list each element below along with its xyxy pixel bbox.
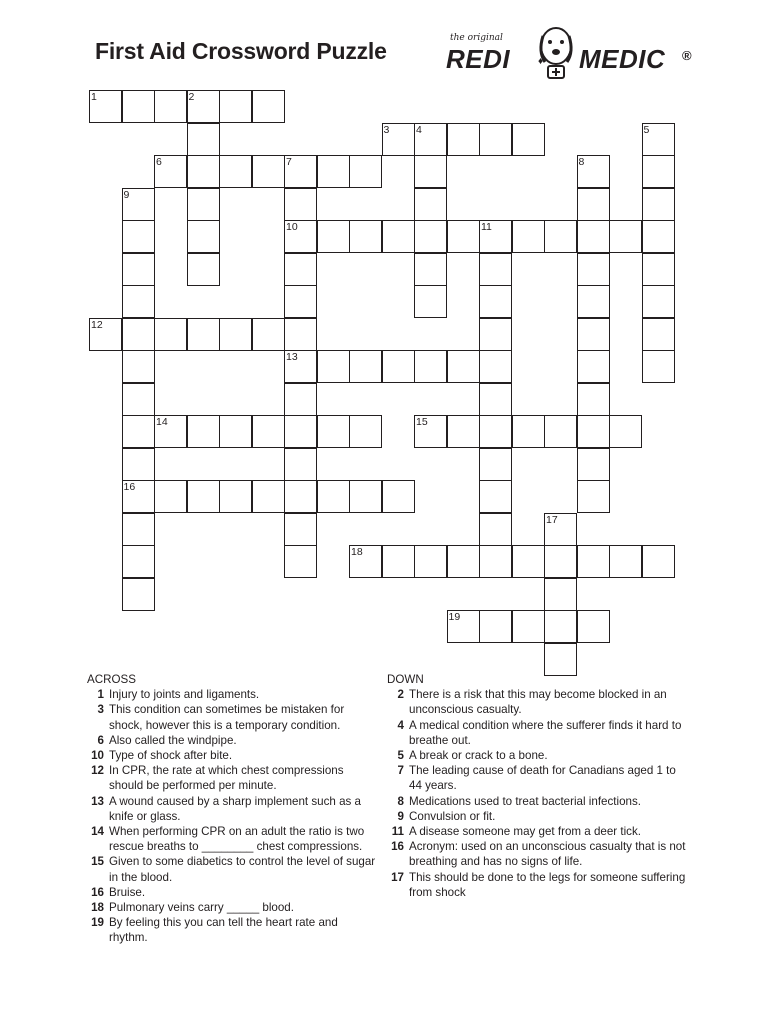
clue-text: Medications used to treat bacterial infections. — [409, 794, 641, 808]
grid-cell[interactable] — [187, 480, 220, 513]
cell-number: 17 — [546, 513, 558, 526]
cell-number: 2 — [188, 91, 195, 103]
grid-cell[interactable] — [479, 513, 512, 546]
grid-cell[interactable] — [544, 643, 577, 676]
grid-cell[interactable] — [577, 383, 610, 416]
cell-number: 10 — [286, 221, 298, 233]
clue-number: 14 — [91, 825, 104, 839]
grid-cell[interactable] — [577, 415, 610, 448]
grid-cell[interactable] — [609, 415, 642, 448]
grid-cell[interactable] — [609, 220, 642, 253]
clue-text: In CPR, the rate at which chest compressions should be performed per minute. — [109, 764, 344, 793]
grid-cell[interactable] — [447, 415, 480, 448]
grid-cell[interactable] — [642, 253, 675, 286]
logo-registered-mark: ® — [682, 48, 692, 63]
cell-number: 15 — [416, 416, 428, 428]
down-clue — [387, 794, 687, 809]
down-heading: DOWN — [387, 673, 424, 686]
across-clue — [87, 687, 377, 702]
clue-number: 7 — [397, 764, 404, 778]
grid-cell[interactable] — [577, 253, 610, 286]
grid-cell[interactable] — [447, 220, 480, 253]
across-clue — [87, 885, 377, 900]
grid-cell[interactable] — [349, 220, 382, 253]
clue-text: Injury to joints and ligaments. — [109, 688, 260, 702]
grid-cell[interactable] — [447, 545, 480, 578]
grid-cell[interactable] — [284, 448, 317, 481]
grid-cell[interactable] — [479, 253, 512, 286]
logo-brand-left: REDI — [446, 44, 511, 74]
grid-cell[interactable] — [479, 285, 512, 318]
down-clue — [387, 687, 687, 717]
grid-cell[interactable] — [512, 123, 545, 156]
grid-cell[interactable] — [479, 350, 512, 383]
across-clue — [87, 854, 377, 884]
grid-cell[interactable] — [479, 415, 512, 448]
clue-text: Bruise. — [109, 885, 146, 899]
grid-cell[interactable] — [252, 480, 285, 513]
grid-cell[interactable] — [479, 383, 512, 416]
grid-cell[interactable] — [544, 578, 577, 611]
grid-cell[interactable] — [382, 350, 415, 383]
clue-number: 8 — [397, 794, 404, 808]
grid-cell[interactable] — [642, 220, 675, 253]
grid-cell[interactable] — [284, 545, 317, 578]
grid-cell[interactable] — [122, 383, 155, 416]
grid-cell[interactable] — [577, 610, 610, 643]
page-title: First Aid Crossword Puzzle — [95, 38, 387, 64]
grid-cell[interactable] — [284, 318, 317, 351]
grid-cell[interactable] — [122, 513, 155, 546]
grid-cell[interactable] — [219, 415, 252, 448]
grid-cell[interactable] — [187, 220, 220, 253]
down-clue — [387, 748, 687, 763]
grid-cell[interactable] — [479, 545, 512, 578]
dog-mascot-icon — [536, 22, 576, 82]
cell-number: 1 — [91, 91, 97, 103]
across-clue — [87, 794, 377, 824]
grid-cell[interactable] — [414, 253, 447, 286]
grid-cell[interactable] — [479, 448, 512, 481]
grid-cell[interactable] — [577, 545, 610, 578]
grid-cell[interactable] — [154, 480, 187, 513]
clue-number: 4 — [397, 718, 404, 732]
clue-text: By feeling this you can tell the heart rate and rhythm. — [109, 916, 338, 945]
grid-cell[interactable] — [479, 123, 512, 156]
cell-number: 11 — [481, 221, 492, 233]
grid-cell[interactable] — [349, 155, 382, 188]
grid-cell[interactable] — [317, 415, 350, 448]
grid-cell[interactable] — [414, 188, 447, 221]
grid-cell[interactable] — [382, 480, 415, 513]
grid-cell[interactable] — [219, 480, 252, 513]
grid-cell[interactable] — [252, 415, 285, 448]
grid-cell[interactable] — [577, 448, 610, 481]
grid-cell[interactable] — [122, 90, 155, 123]
grid-cell[interactable] — [284, 383, 317, 416]
grid-cell[interactable] — [414, 545, 447, 578]
grid-cell[interactable] — [317, 480, 350, 513]
clue-number: 18 — [91, 901, 104, 915]
grid-cell[interactable] — [382, 545, 415, 578]
grid-cell[interactable] — [284, 188, 317, 221]
clue-text: There is a risk that this may become blocked in an unconscious casualty. — [409, 688, 667, 717]
grid-cell[interactable] — [414, 155, 447, 188]
clue-text: This should be done to the legs for someone suffering from shock — [409, 870, 686, 899]
clue-number: 2 — [397, 688, 404, 702]
grid-cell[interactable] — [284, 285, 317, 318]
down-clue — [387, 839, 687, 869]
grid-cell[interactable] — [479, 318, 512, 351]
grid-cell[interactable] — [609, 545, 642, 578]
grid-cell[interactable] — [479, 610, 512, 643]
grid-cell[interactable] — [642, 545, 675, 578]
cell-number: 14 — [156, 416, 168, 428]
grid-cell[interactable] — [219, 155, 252, 188]
cell-number: 16 — [123, 481, 136, 493]
clue-number: 5 — [397, 749, 404, 763]
grid-cell[interactable] — [187, 318, 220, 351]
down-clue — [387, 763, 687, 793]
clue-text: Given to some diabetics to control the level of sugar in the blood. — [109, 855, 376, 884]
grid-cell[interactable] — [577, 220, 610, 253]
across-heading: ACROSS — [87, 673, 136, 686]
grid-cell[interactable] — [642, 188, 675, 221]
clue-number: 10 — [91, 749, 104, 763]
grid-cell[interactable] — [317, 155, 350, 188]
cell-number: 6 — [156, 156, 162, 168]
clue-number: 16 — [91, 885, 104, 899]
clue-text: Convulsion or fit. — [409, 809, 496, 823]
down-clue — [387, 809, 687, 824]
grid-cell[interactable] — [252, 90, 285, 123]
clue-text: This condition can sometimes be mistaken for shock, however this is a temporary condition. — [109, 703, 345, 732]
cell-number: 12 — [91, 318, 103, 331]
clue-text: A medical condition where the sufferer finds it hard to breathe out. — [409, 718, 682, 747]
clue-number: 11 — [391, 825, 404, 839]
clue-number: 3 — [97, 703, 104, 717]
across-clue — [87, 748, 377, 763]
grid-cell[interactable] — [382, 220, 415, 253]
grid-cell[interactable] — [577, 285, 610, 318]
grid-cell[interactable] — [414, 285, 447, 318]
clue-number: 6 — [97, 733, 104, 747]
across-clues — [87, 672, 377, 946]
grid-cell[interactable] — [284, 513, 317, 546]
grid-cell[interactable] — [219, 318, 252, 351]
redi-medic-logo — [446, 22, 696, 86]
grid-cell[interactable] — [544, 545, 577, 578]
grid-cell[interactable] — [219, 90, 252, 123]
grid-cell[interactable] — [349, 480, 382, 513]
grid-cell[interactable] — [447, 350, 480, 383]
grid-cell[interactable] — [447, 123, 480, 156]
clue-text: Pulmonary veins carry _____ blood. — [109, 901, 294, 915]
grid-cell[interactable] — [642, 155, 675, 188]
grid-cell[interactable] — [544, 415, 577, 448]
clue-text: The leading cause of death for Canadians aged 1 to 44 years. — [409, 764, 676, 793]
grid-cell[interactable] — [122, 448, 155, 481]
grid-cell[interactable] — [252, 155, 285, 188]
grid-cell[interactable] — [577, 318, 610, 351]
clue-number: 17 — [391, 870, 404, 884]
grid-cell[interactable] — [317, 350, 350, 383]
grid-cell[interactable] — [317, 220, 350, 253]
grid-cell[interactable] — [414, 350, 447, 383]
clue-text: Type of shock after bite. — [109, 749, 233, 763]
clue-number: 15 — [91, 855, 104, 869]
grid-cell[interactable] — [577, 350, 610, 383]
grid-cell[interactable] — [122, 285, 155, 318]
cell-number: 9 — [123, 188, 130, 201]
down-clue — [387, 824, 687, 839]
grid-cell[interactable] — [479, 480, 512, 513]
grid-cell[interactable] — [154, 318, 187, 351]
grid-cell[interactable] — [642, 350, 675, 383]
clue-text: When performing CPR on an adult the ratio is two rescue breaths to ________ chest compressions. — [109, 825, 365, 854]
grid-cell[interactable] — [122, 350, 155, 383]
maple-leaf-icon: ♦ — [538, 56, 544, 67]
cell-number: 19 — [448, 611, 461, 623]
cell-number: 13 — [286, 351, 298, 363]
clue-text: A wound caused by a sharp implement such as a knife or glass. — [109, 794, 361, 823]
grid-cell[interactable] — [284, 253, 317, 286]
grid-cell[interactable] — [414, 220, 447, 253]
grid-cell[interactable] — [122, 415, 155, 448]
grid-cell[interactable] — [187, 155, 220, 188]
down-clue — [387, 870, 687, 900]
grid-cell[interactable] — [187, 253, 220, 286]
down-clues — [387, 672, 687, 900]
grid-cell[interactable] — [512, 545, 545, 578]
logo-tagline: the original — [450, 33, 503, 43]
grid-cell[interactable] — [349, 350, 382, 383]
grid-cell[interactable] — [122, 578, 155, 611]
cell-number: 18 — [351, 546, 363, 558]
cell-number: 4 — [416, 123, 422, 136]
down-clue — [387, 718, 687, 748]
clue-text: Also called the windpipe. — [109, 733, 237, 747]
grid-cell[interactable] — [252, 318, 285, 351]
grid-cell[interactable] — [284, 415, 317, 448]
clue-number: 9 — [397, 809, 404, 823]
logo-brand-right: MEDIC — [579, 44, 666, 74]
grid-cell[interactable] — [187, 123, 220, 156]
clue-number: 12 — [91, 764, 104, 778]
across-clue — [87, 702, 377, 732]
grid-cell[interactable] — [122, 318, 155, 351]
grid-cell[interactable] — [349, 415, 382, 448]
grid-cell[interactable] — [642, 285, 675, 318]
across-clue — [87, 763, 377, 793]
cell-number: 8 — [578, 156, 585, 168]
clue-number: 13 — [91, 794, 104, 808]
clue-number: 19 — [91, 916, 104, 930]
clue-text: Acronym: used on an unconscious casualty that is not breathing and has no signs of life. — [409, 840, 686, 869]
clue-number: 16 — [391, 840, 404, 854]
grid-cell[interactable] — [122, 253, 155, 286]
grid-cell[interactable] — [512, 415, 545, 448]
clue-number: 1 — [97, 688, 104, 702]
clue-text: A break or crack to a bone. — [409, 749, 548, 763]
across-clue — [87, 733, 377, 748]
grid-cell[interactable] — [544, 610, 577, 643]
grid-cell[interactable] — [642, 318, 675, 351]
grid-cell[interactable] — [187, 188, 220, 221]
grid-cell[interactable] — [284, 480, 317, 513]
across-clue — [87, 900, 377, 915]
grid-cell[interactable] — [122, 545, 155, 578]
grid-cell[interactable] — [512, 610, 545, 643]
grid-cell[interactable] — [577, 480, 610, 513]
cell-number: 7 — [286, 156, 292, 168]
grid-cell[interactable] — [577, 188, 610, 221]
cell-number: 3 — [383, 123, 390, 136]
grid-cell[interactable] — [512, 220, 545, 253]
cell-number: 5 — [643, 123, 650, 136]
grid-cell[interactable] — [544, 220, 577, 253]
clue-text: A disease someone may get from a deer tick. — [409, 825, 641, 839]
grid-cell[interactable] — [187, 415, 220, 448]
grid-cell[interactable] — [122, 220, 155, 253]
across-clue — [87, 824, 377, 854]
across-clue — [87, 915, 377, 945]
grid-cell[interactable] — [154, 90, 187, 123]
